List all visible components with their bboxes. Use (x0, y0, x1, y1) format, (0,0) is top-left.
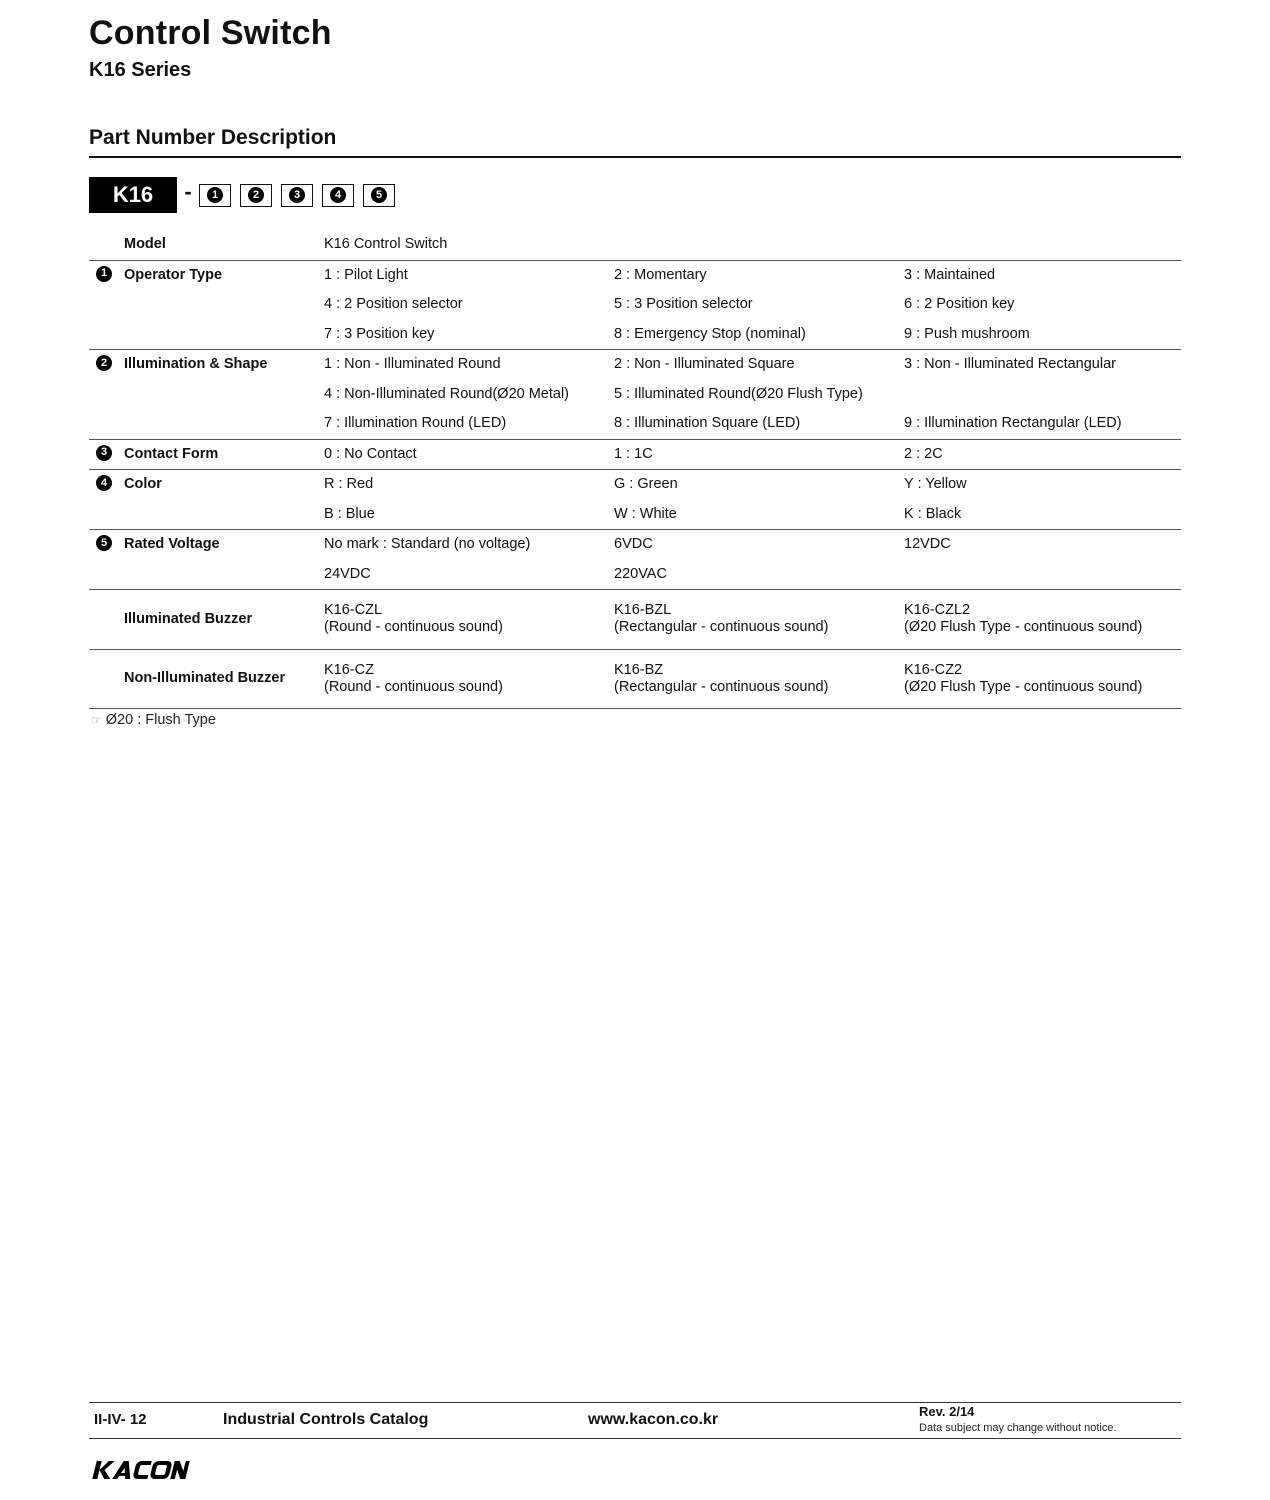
table-cell: W : White (614, 505, 677, 522)
table-row-model (89, 230, 1181, 260)
table-cell: 3 : Non - Illuminated Rectangular (904, 350, 1181, 380)
table-cell (324, 649, 614, 709)
buzzer-description: (Rectangular - continuous sound) (614, 678, 829, 695)
table-cell: R : Red (324, 470, 614, 500)
page-title: Control Switch (89, 14, 332, 52)
kacon-logo (90, 1456, 190, 1484)
part-number-scheme (89, 177, 404, 213)
table-cell: 4 : Non-Illuminated Round(Ø20 Metal) (324, 385, 570, 402)
table-cell: 2 : Non - Illuminated Square (614, 350, 904, 380)
page-subtitle: K16 Series (89, 59, 192, 81)
pointing-hand-icon: ☞ (91, 713, 102, 727)
table-cell: 8 : Illumination Square (LED) (614, 415, 801, 431)
row-label: Non-Illuminated Buzzer (124, 649, 324, 709)
part-number-prefix: K16 (89, 177, 177, 213)
table-cell: 8 : Emergency Stop (nominal) (614, 325, 806, 342)
table-cell: 7 : Illumination Round (LED) (324, 415, 507, 431)
page-number: II-IV- 12 (94, 1411, 147, 1428)
change-notice: Data subject may change without notice. (919, 1422, 1117, 1434)
footnote-text: Ø20 : Flush Type (105, 712, 216, 728)
part-number-field-4 (322, 184, 354, 207)
table-row (89, 560, 1181, 590)
table-cell: Y : Yellow (904, 470, 1181, 500)
buzzer-description: (Round - continuous sound) (324, 619, 503, 636)
table-cell (904, 380, 1181, 410)
table-cell (904, 560, 1181, 590)
table-cell: K16 Control Switch (324, 236, 448, 252)
buzzer-code: K16-BZ (614, 661, 664, 678)
section-divider (89, 156, 1181, 158)
table-cell: 12VDC (904, 530, 1181, 560)
table-cell: 3 : Maintained (904, 260, 1181, 290)
table-row-color (89, 470, 1181, 500)
table-cell: 5 : 3 Position selector (614, 296, 753, 312)
buzzer-description: (Ø20 Flush Type - continuous sound) (904, 619, 1143, 636)
number-badge-3: 3 (96, 445, 112, 461)
part-number-field-1 (199, 184, 231, 207)
table-cell: 9 : Illumination Rectangular (LED) (904, 415, 1122, 431)
table-cell (614, 590, 904, 650)
table-cell: 1 : Pilot Light (324, 260, 614, 290)
buzzer-code: K16-CZL (324, 602, 383, 619)
table-cell (614, 649, 904, 709)
buzzer-code: K16-CZL2 (904, 602, 971, 619)
table-row (89, 320, 1181, 350)
table-cell (904, 649, 1181, 709)
table-row (89, 380, 1181, 410)
table-row (89, 290, 1181, 320)
number-badge-4: 4 (330, 187, 346, 203)
table-cell: 0 : No Contact (324, 439, 614, 470)
section-title: Part Number Description (89, 126, 337, 149)
row-label: Color (124, 470, 324, 500)
row-label: Illumination & Shape (124, 350, 324, 380)
table-cell (324, 590, 614, 650)
table-cell: 4 : 2 Position selector (324, 296, 463, 312)
table-cell: 7 : 3 Position key (324, 325, 435, 342)
footnote (91, 712, 216, 728)
table-cell: 1 : Non - Illuminated Round (324, 350, 614, 380)
buzzer-description: (Round - continuous sound) (324, 678, 503, 695)
row-label: Model (124, 236, 166, 252)
buzzer-code: K16-BZL (614, 602, 672, 619)
table-cell: No mark : Standard (no voltage) (324, 530, 614, 560)
number-badge-1: 1 (96, 266, 112, 282)
part-number-table (89, 230, 1181, 709)
table-cell: 6VDC (614, 530, 904, 560)
row-label: Contact Form (124, 439, 324, 470)
table-row-rated-voltage (89, 530, 1181, 560)
number-badge-5: 5 (96, 535, 112, 551)
buzzer-code: K16-CZ2 (904, 661, 963, 678)
number-badge-2: 2 (248, 187, 264, 203)
number-badge-3: 3 (289, 187, 305, 203)
table-row-illuminated-buzzer (89, 590, 1181, 650)
buzzer-description: (Ø20 Flush Type - continuous sound) (904, 678, 1143, 695)
table-cell: 2 : Momentary (614, 260, 904, 290)
row-label: Illuminated Buzzer (124, 590, 324, 650)
table-cell: 6 : 2 Position key (904, 296, 1015, 312)
table-row (89, 500, 1181, 530)
part-number-field-3 (281, 184, 313, 207)
number-badge-4: 4 (96, 475, 112, 491)
table-cell: B : Blue (324, 505, 375, 522)
buzzer-description: (Rectangular - continuous sound) (614, 619, 829, 636)
table-cell: 5 : Illuminated Round(Ø20 Flush Type) (614, 385, 863, 402)
table-row-operator-type (89, 260, 1181, 290)
number-badge-2: 2 (96, 355, 112, 371)
table-cell (904, 590, 1181, 650)
table-row-non-illuminated-buzzer (89, 649, 1181, 709)
row-label: Rated Voltage (124, 530, 324, 560)
table-cell: 1 : 1C (614, 439, 904, 470)
revision-label: Rev. 2/14 (919, 1404, 975, 1419)
table-cell: 9 : Push mushroom (904, 325, 1030, 342)
table-cell: K : Black (904, 505, 962, 522)
part-number-dash: - (184, 179, 192, 204)
footer-top-rule (89, 1402, 1181, 1403)
table-row-illumination-shape (89, 350, 1181, 380)
table-cell: 24VDC (324, 565, 371, 582)
website-url: www.kacon.co.kr (588, 1411, 719, 1428)
table-row (89, 409, 1181, 439)
table-cell: G : Green (614, 470, 904, 500)
row-label: Operator Type (124, 260, 324, 290)
table-cell: 220VAC (614, 565, 667, 582)
buzzer-code: K16-CZ (324, 661, 374, 678)
number-badge-5: 5 (371, 187, 387, 203)
number-badge-1: 1 (207, 187, 223, 203)
table-row-contact-form (89, 439, 1181, 470)
table-bottom-rule (89, 709, 1181, 710)
part-number-field-2 (240, 184, 272, 207)
table-cell: 2 : 2C (904, 439, 1181, 470)
footer-bottom-rule (89, 1438, 1181, 1439)
catalog-name: Industrial Controls Catalog (223, 1411, 429, 1428)
part-number-field-5 (363, 184, 395, 207)
